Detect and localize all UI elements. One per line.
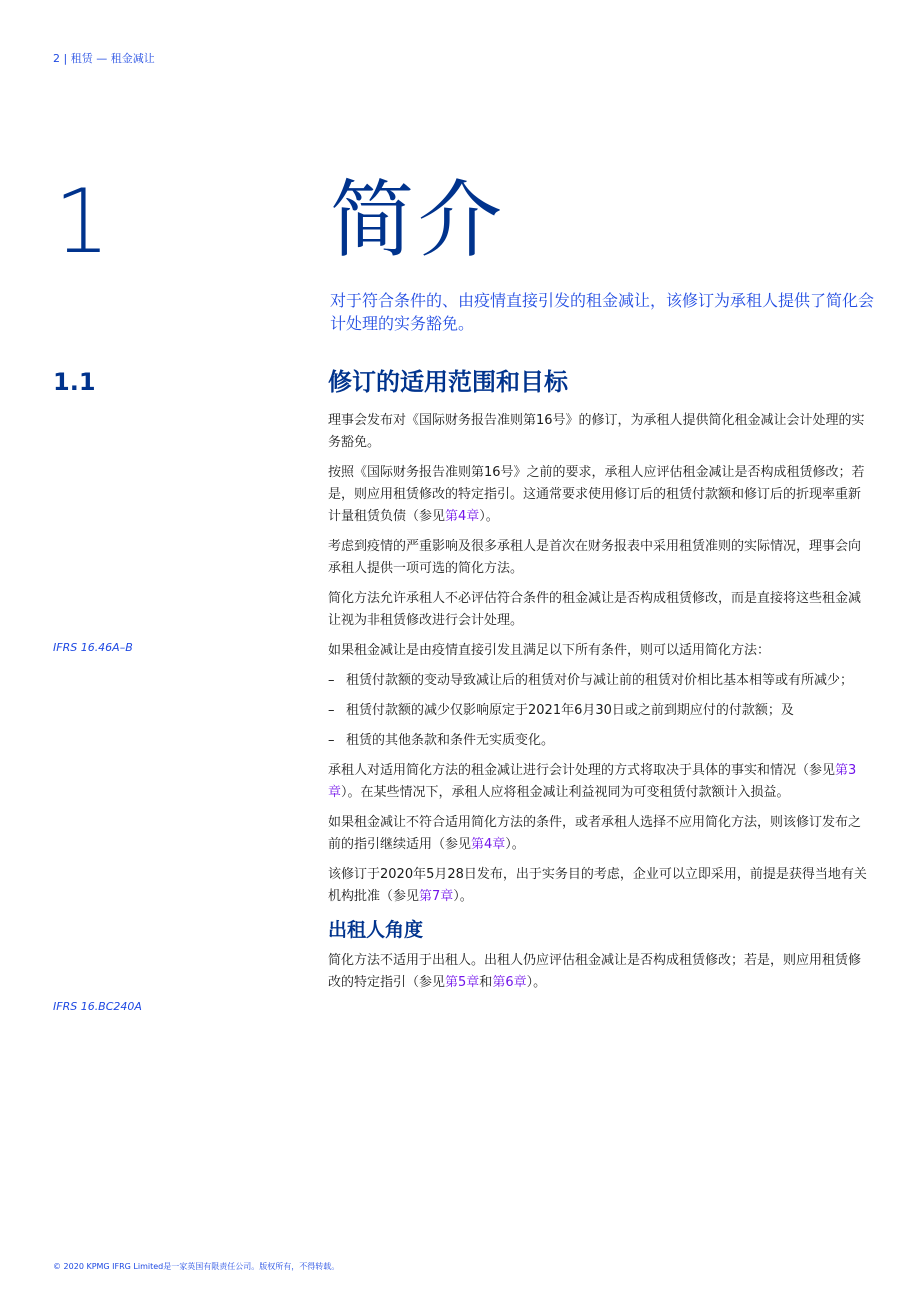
lessor-subtitle: 出租人角度 [328, 919, 424, 941]
chapter-7-link[interactable]: 第7章 [419, 889, 454, 904]
chapter-number: 1 [54, 170, 110, 273]
paragraph-6-end: ）。在某些情况下，承租人应将租金减让利益视同为可变租赁付款额计入损益。 [341, 785, 790, 800]
paragraph-2 [328, 462, 870, 528]
list-item [328, 730, 870, 752]
section-number: 1.1 [53, 368, 96, 396]
dash-bullet: – [328, 703, 335, 718]
margin-reference-1: IFRS 16.46A–B [53, 641, 133, 654]
header-separator: | [60, 52, 71, 65]
paragraph-3: 考虑到疫情的严重影响及很多承租人是首次在财务报表中采用租赁准则的实际情况，理事会向承租人提供一项可选的简化方法。 [328, 539, 862, 576]
paragraph-2-end: ）。 [479, 509, 499, 524]
page-number: 2 [53, 52, 60, 65]
paragraph-1: 理事会发布对《国际财务报告准则第16号》的修订，为承租人提供简化租金减让会计处理的实务豁免。 [328, 413, 865, 450]
main-content [328, 364, 870, 1002]
paragraph-7 [328, 812, 870, 856]
paragraph-7-end: ）。 [505, 837, 525, 852]
header-title: 租赁 — 租金减让 [70, 52, 155, 65]
page-header [53, 50, 155, 66]
paragraph-5: 如果租金减让是由疫情直接引发且满足以下所有条件，则可以适用简化方法： [328, 643, 771, 658]
paragraph-7-text: 如果租金减让不符合适用简化方法的条件，或者承租人选择不应用简化方法，则该修订发布之前的指引继续适用（参见 [328, 815, 862, 852]
paragraph-8-text: 该修订于2020年5月28日发布，出于实务目的考虑，企业可以立即采用，前提是获得当地有关机构批准（参见 [328, 867, 867, 904]
paragraph-8-end: ）。 [453, 889, 473, 904]
chapter-6-link[interactable]: 第6章 [492, 975, 527, 990]
conditions-list [328, 670, 870, 752]
margin-reference-2: IFRS 16.BC240A [53, 1000, 142, 1013]
paragraph-2-text: 按照《国际财务报告准则第16号》之前的要求，承租人应评估租金减让是否构成租赁修改；若是，则应用租赁修改的特定指引。这通常要求使用修订后的租赁付款额和修订后的折现率重新计量租赁负债（参见 [328, 465, 865, 524]
paragraph-9-text: 简化方法不适用于出租人。出租人仍应评估租金减让是否构成租赁修改；若是，则应用租赁修改的特定指引（参见 [328, 953, 862, 990]
paragraph-9-mid: 和 [479, 975, 493, 990]
dash-bullet: – [328, 733, 335, 748]
chapter-title: 简介 [330, 171, 507, 269]
dash-bullet: – [328, 673, 335, 688]
list-item-text: 租赁付款额的变动导致减让后的租赁对价与减让前的租赁对价相比基本相等或有所减少； [346, 673, 854, 688]
paragraph-9-end: ）。 [526, 975, 547, 990]
paragraph-4: 简化方法允许承租人不必评估符合条件的租金减让是否构成租赁修改，而是直接将这些租金减让视为非租赁修改进行会计处理。 [328, 591, 862, 628]
paragraph-9 [328, 950, 870, 994]
list-item-text: 租赁付款额的减少仅影响原定于2021年6月30日或之前到期应付的付款额；及 [346, 703, 794, 718]
section-title: 修订的适用范围和目标 [328, 368, 568, 396]
footer-copyright: © 2020 KPMG IFRG Limited是一家英国有限责任公司。版权所有，不得转载。 [53, 1262, 340, 1271]
chapter-4-link[interactable]: 第4章 [471, 837, 506, 852]
chapter-3-link[interactable]: 第3章 [328, 763, 857, 800]
paragraph-8 [328, 864, 870, 908]
chapter-intro: 对于符合条件的、由疫情直接引发的租金减让，该修订为承租人提供了简化会计处理的实务豁免。 [330, 291, 875, 333]
paragraph-6-text: 承租人对适用简化方法的租金减让进行会计处理的方式将取决于具体的事实和情况（参见 [328, 763, 836, 778]
paragraph-6 [328, 760, 870, 804]
list-item-text: 租赁的其他条款和条件无实质变化。 [346, 733, 555, 748]
list-item [328, 670, 870, 692]
chapter-5-link[interactable]: 第5章 [445, 975, 480, 990]
chapter-4-link[interactable]: 第4章 [445, 509, 480, 524]
list-item [328, 700, 870, 722]
